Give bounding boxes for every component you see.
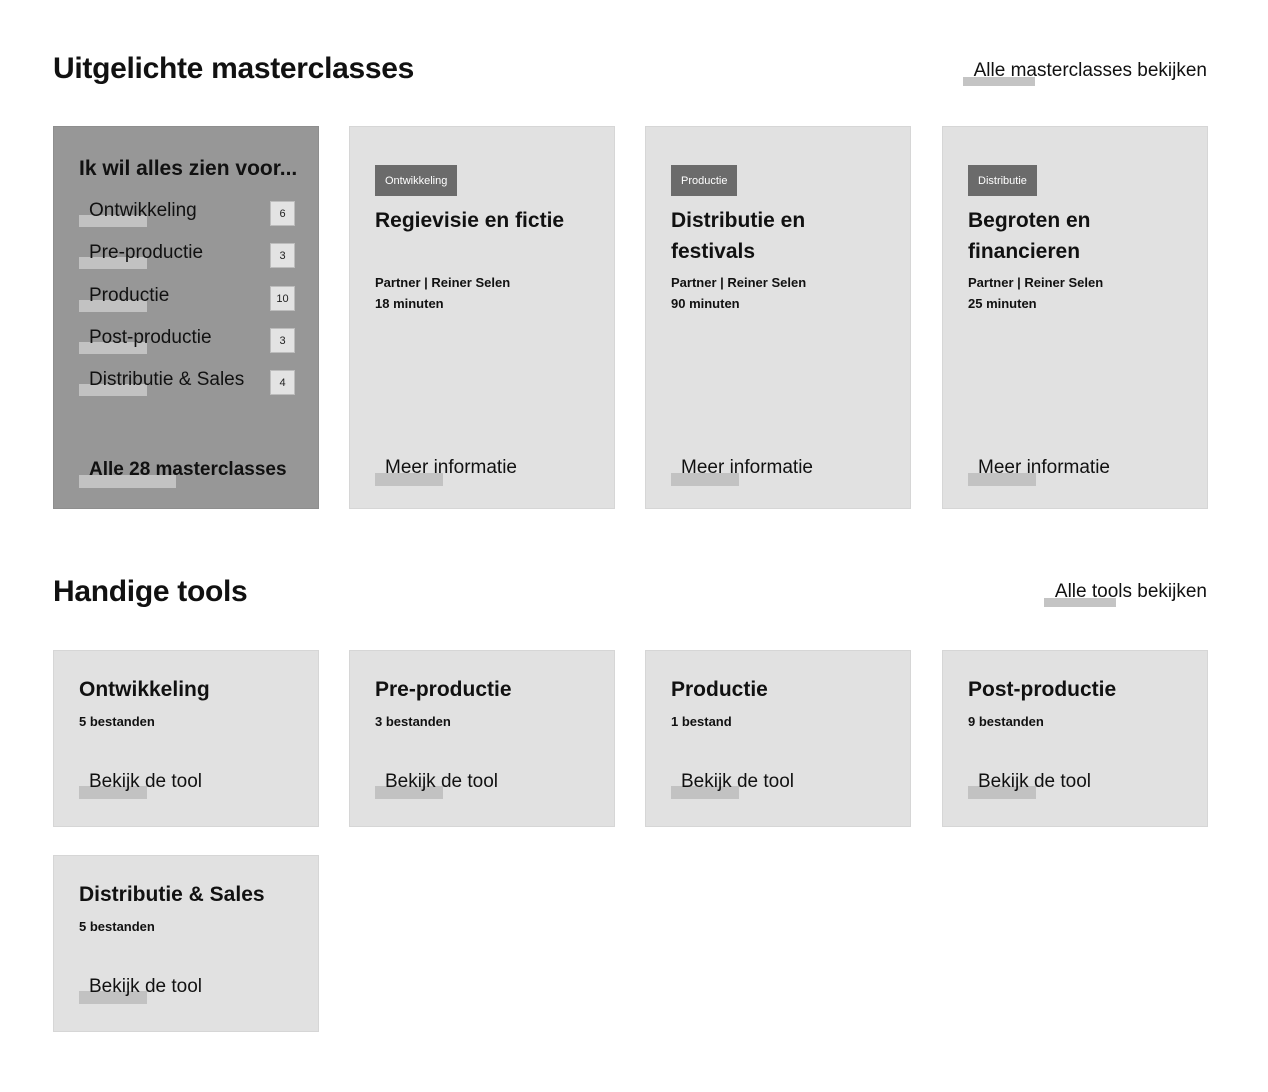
tool-card[interactable] <box>645 650 911 827</box>
masterclass-title: Distributie en festivals <box>671 209 806 263</box>
tool-card[interactable] <box>53 650 319 827</box>
more-info-label: Meer informatie <box>681 457 813 478</box>
filter-title: Ik wil alles zien voor... <box>79 157 298 180</box>
tool-card[interactable] <box>349 650 615 827</box>
tool-title: Post-productie <box>968 678 1117 701</box>
category-tag: Distributie <box>968 165 1037 196</box>
filter-count-badge: 3 <box>270 328 295 353</box>
masterclass-duration: 90 minuten <box>671 296 740 311</box>
filter-item-post-productie[interactable] <box>79 327 295 357</box>
masterclass-title: Begroten en financieren <box>968 209 1091 263</box>
tool-title: Ontwikkeling <box>79 678 210 701</box>
view-tool-label: Bekijk de tool <box>385 771 499 792</box>
view-tool-label: Bekijk de tool <box>89 976 203 997</box>
view-tool-label: Bekijk de tool <box>89 771 203 792</box>
masterclass-partner: Partner | Reiner Selen <box>375 275 511 290</box>
filter-item-ontwikkeling[interactable] <box>79 200 295 230</box>
more-info-label: Meer informatie <box>978 457 1110 478</box>
view-tool-link[interactable] <box>968 771 1168 803</box>
filter-count-badge: 6 <box>270 201 295 226</box>
filter-count-badge: 3 <box>270 243 295 268</box>
view-tool-label: Bekijk de tool <box>681 771 795 792</box>
filter-item-label: Ontwikkeling <box>89 200 197 221</box>
tool-card[interactable] <box>53 855 319 1032</box>
more-info-link[interactable] <box>671 457 871 489</box>
filter-count-badge: 10 <box>270 286 295 311</box>
masterclass-duration: 25 minuten <box>968 296 1037 311</box>
tool-title: Pre-productie <box>375 678 512 701</box>
filter-item-label: Pre-productie <box>89 242 204 263</box>
masterclass-filter-panel <box>53 126 319 509</box>
all-masterclasses-filter-label: Alle 28 masterclasses <box>89 459 287 480</box>
filter-count-badge: 4 <box>270 370 295 395</box>
more-info-label: Meer informatie <box>385 457 517 478</box>
view-tool-link[interactable] <box>671 771 871 803</box>
masterclass-card[interactable] <box>942 126 1208 509</box>
category-tag: Productie <box>671 165 737 196</box>
all-masterclasses-label: Alle masterclasses bekijken <box>973 60 1207 81</box>
tool-file-count: 5 bestanden <box>79 714 155 729</box>
more-info-link[interactable] <box>968 457 1168 489</box>
tool-title: Productie <box>671 678 768 701</box>
filter-item-productie[interactable] <box>79 285 295 315</box>
masterclass-meta <box>375 272 510 314</box>
masterclass-partner: Partner | Reiner Selen <box>968 275 1104 290</box>
all-tools-link[interactable] <box>1055 581 1207 603</box>
tool-file-count: 1 bestand <box>671 714 732 729</box>
tool-title: Distributie & Sales <box>79 883 265 906</box>
tool-file-count: 9 bestanden <box>968 714 1044 729</box>
tool-file-count: 5 bestanden <box>79 919 155 934</box>
tools-heading: Handige tools <box>53 575 248 608</box>
filter-item-label: Productie <box>89 285 170 306</box>
tool-file-count: 3 bestanden <box>375 714 451 729</box>
category-tag: Ontwikkeling <box>375 165 457 196</box>
tool-card[interactable] <box>942 650 1208 827</box>
filter-item-pre-productie[interactable] <box>79 242 295 272</box>
filter-item-distributie-sales[interactable] <box>79 369 295 399</box>
all-masterclasses-link[interactable] <box>974 60 1207 82</box>
masterclass-title: Regievisie en fictie <box>375 209 565 232</box>
masterclass-partner: Partner | Reiner Selen <box>671 275 807 290</box>
masterclasses-heading: Uitgelichte masterclasses <box>53 52 415 85</box>
all-masterclasses-filter-link[interactable] <box>79 459 299 489</box>
masterclass-card[interactable] <box>349 126 615 509</box>
filter-item-label: Post-productie <box>89 327 212 348</box>
more-info-link[interactable] <box>375 457 575 489</box>
masterclass-duration: 18 minuten <box>375 296 444 311</box>
masterclass-card[interactable] <box>645 126 911 509</box>
view-tool-link[interactable] <box>375 771 575 803</box>
view-tool-link[interactable] <box>79 771 279 803</box>
view-tool-link[interactable] <box>79 976 279 1008</box>
masterclass-meta <box>671 272 806 314</box>
filter-item-label: Distributie & Sales <box>89 369 245 390</box>
masterclass-meta <box>968 272 1103 314</box>
all-tools-label: Alle tools bekijken <box>1054 581 1207 602</box>
view-tool-label: Bekijk de tool <box>978 771 1092 792</box>
